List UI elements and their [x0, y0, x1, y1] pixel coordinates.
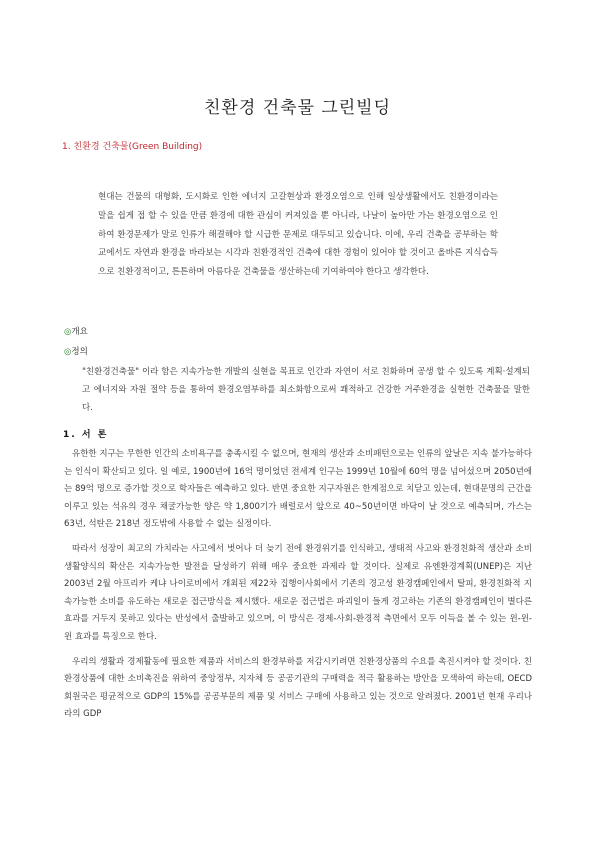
body-paragraph: 우리의 생활과 경제활동에 필요한 제품과 서비스의 환경부하를 저감시키려면 친환경상품의 수요를 촉진시켜야 할 것이다. 친환경상품에 대한 소비촉진을 위하여 중앙정부, 지자체 등 공공기관의 구매력을 적극 활용하는 방안을 모색하여 하는데, OECD 회원국은 평균적으로 GDP의 15%를 공공부문의 제품 및 서비스 구매에 사용하고 있는 것으로 알려졌다. 2001년 현재 우리나라의 GDP: [64, 656, 532, 720]
section-title-introduction: 1. 서 론: [63, 430, 109, 440]
body-text: [64, 446, 532, 731]
bullet-icon: ◎: [64, 347, 72, 357]
body-paragraph: 유한한 지구는 무한한 인간의 소비욕구를 충족시킬 수 없으며, 현재의 생산과 소비패턴으로는 인류의 앞날은 지속 불가능하다는 인식이 확산되고 있다. 일 예로, 1900년에 16억 명이었던 전세계 인구는 1999년 10월에 60억 명을 넘어섰으며 2050년에는 89억 명으로 증가할 것으로 학자들은 예측하고 있다. 반면 중요한 지구자원은 한계점으로 치닫고 있는데, 현대문명의 근간을 이루고 있는 석유의 경우 채굴가능한 양은 약 1,800기가 배럴로서 앞으로 40~50년이면 바닥이 날 것으로 예측되며, 가스는 63년, 석탄은 218년 정도밖에 사용할 수 없는 실정이다.: [64, 449, 532, 530]
bullet-icon: ◎: [64, 327, 72, 337]
intro-text: 현대는 건물의 대형화, 도시화로 인한 에너지 고갈현상과 환경오염으로 인해 일상생활에서도 친환경이라는 말을 쉽게 접 할 수 있을 만큼 환경에 대한 관심이 커져있을 뿐 아니라, 나날이 높아만 가는 환경오염으로 인하여 환경문제가 말로 인류가 해결해야 할 시급한 문제로 대두되고 있습니다. 이에, 우리 건축을 공부하는 학교에서도 자연과 환경을 바라보는 시각과 친환경적인 건축에 대한 경험이 있어야 할 것이고 올바른 지식습득으로 친환경적이고, 튼튼하며 아름다운 건축물을 생산하는데 기여하여야 한다고 생각한다.: [98, 192, 498, 278]
body-paragraph: 따라서 성장이 최고의 가치라는 사고에서 벗어나 더 늦기 전에 환경위기를 인식하고, 생태적 사고와 환경친화적 생산과 소비생활양식의 확산은 지속가능한 발전을 달성하기 위해 매우 중요한 과제라 할 것이다. 실제로 유엔환경계획(UNEP)은 지난 2003년 2월 아프리카 케냐 나이로비에서 개최된 제22차 집행이사회에서 기존의 경고성 환경캠페인에서 탈피, 환경친화적 지속가능한 소비를 유도하는 새로운 접근방식을 제시했다. 새로운 접근법은 파괴일이 들게 경고하는 기존의 환경캠페인이 별다른 효과를 거두지 못하고 있다는 반성에서 출발하고 있으며, 이 방식은 경제-사회-환경적 측면에서 모두 이득을 볼 수 있는 윈-윈-윈 효과를 특징으로 한다.: [64, 543, 532, 642]
intro-paragraph: [98, 188, 498, 282]
page-title: 친환경 건축물 그린빌딩: [203, 98, 392, 118]
overview-label: 개요: [71, 327, 88, 337]
definition-text: "친환경건축물" 이라 함은 지속가능한 개발의 실현을 목표로 인간과 자연이 서로 친화하며 공생 할 수 있도록 계획·설계되고 에너지와 자원 절약 등을 통하여 환경오염부하를 최소화함으로써 쾌적하고 건강한 거주환경을 실현한 건축물을 말한다.: [82, 367, 530, 413]
section-heading-green-building: 1. 친환경 건축물(Green Building): [62, 142, 203, 152]
definition-paragraph: [82, 363, 530, 417]
definition-label: 정의: [71, 347, 88, 357]
definition-heading: [64, 345, 88, 357]
overview-heading: [64, 325, 88, 337]
